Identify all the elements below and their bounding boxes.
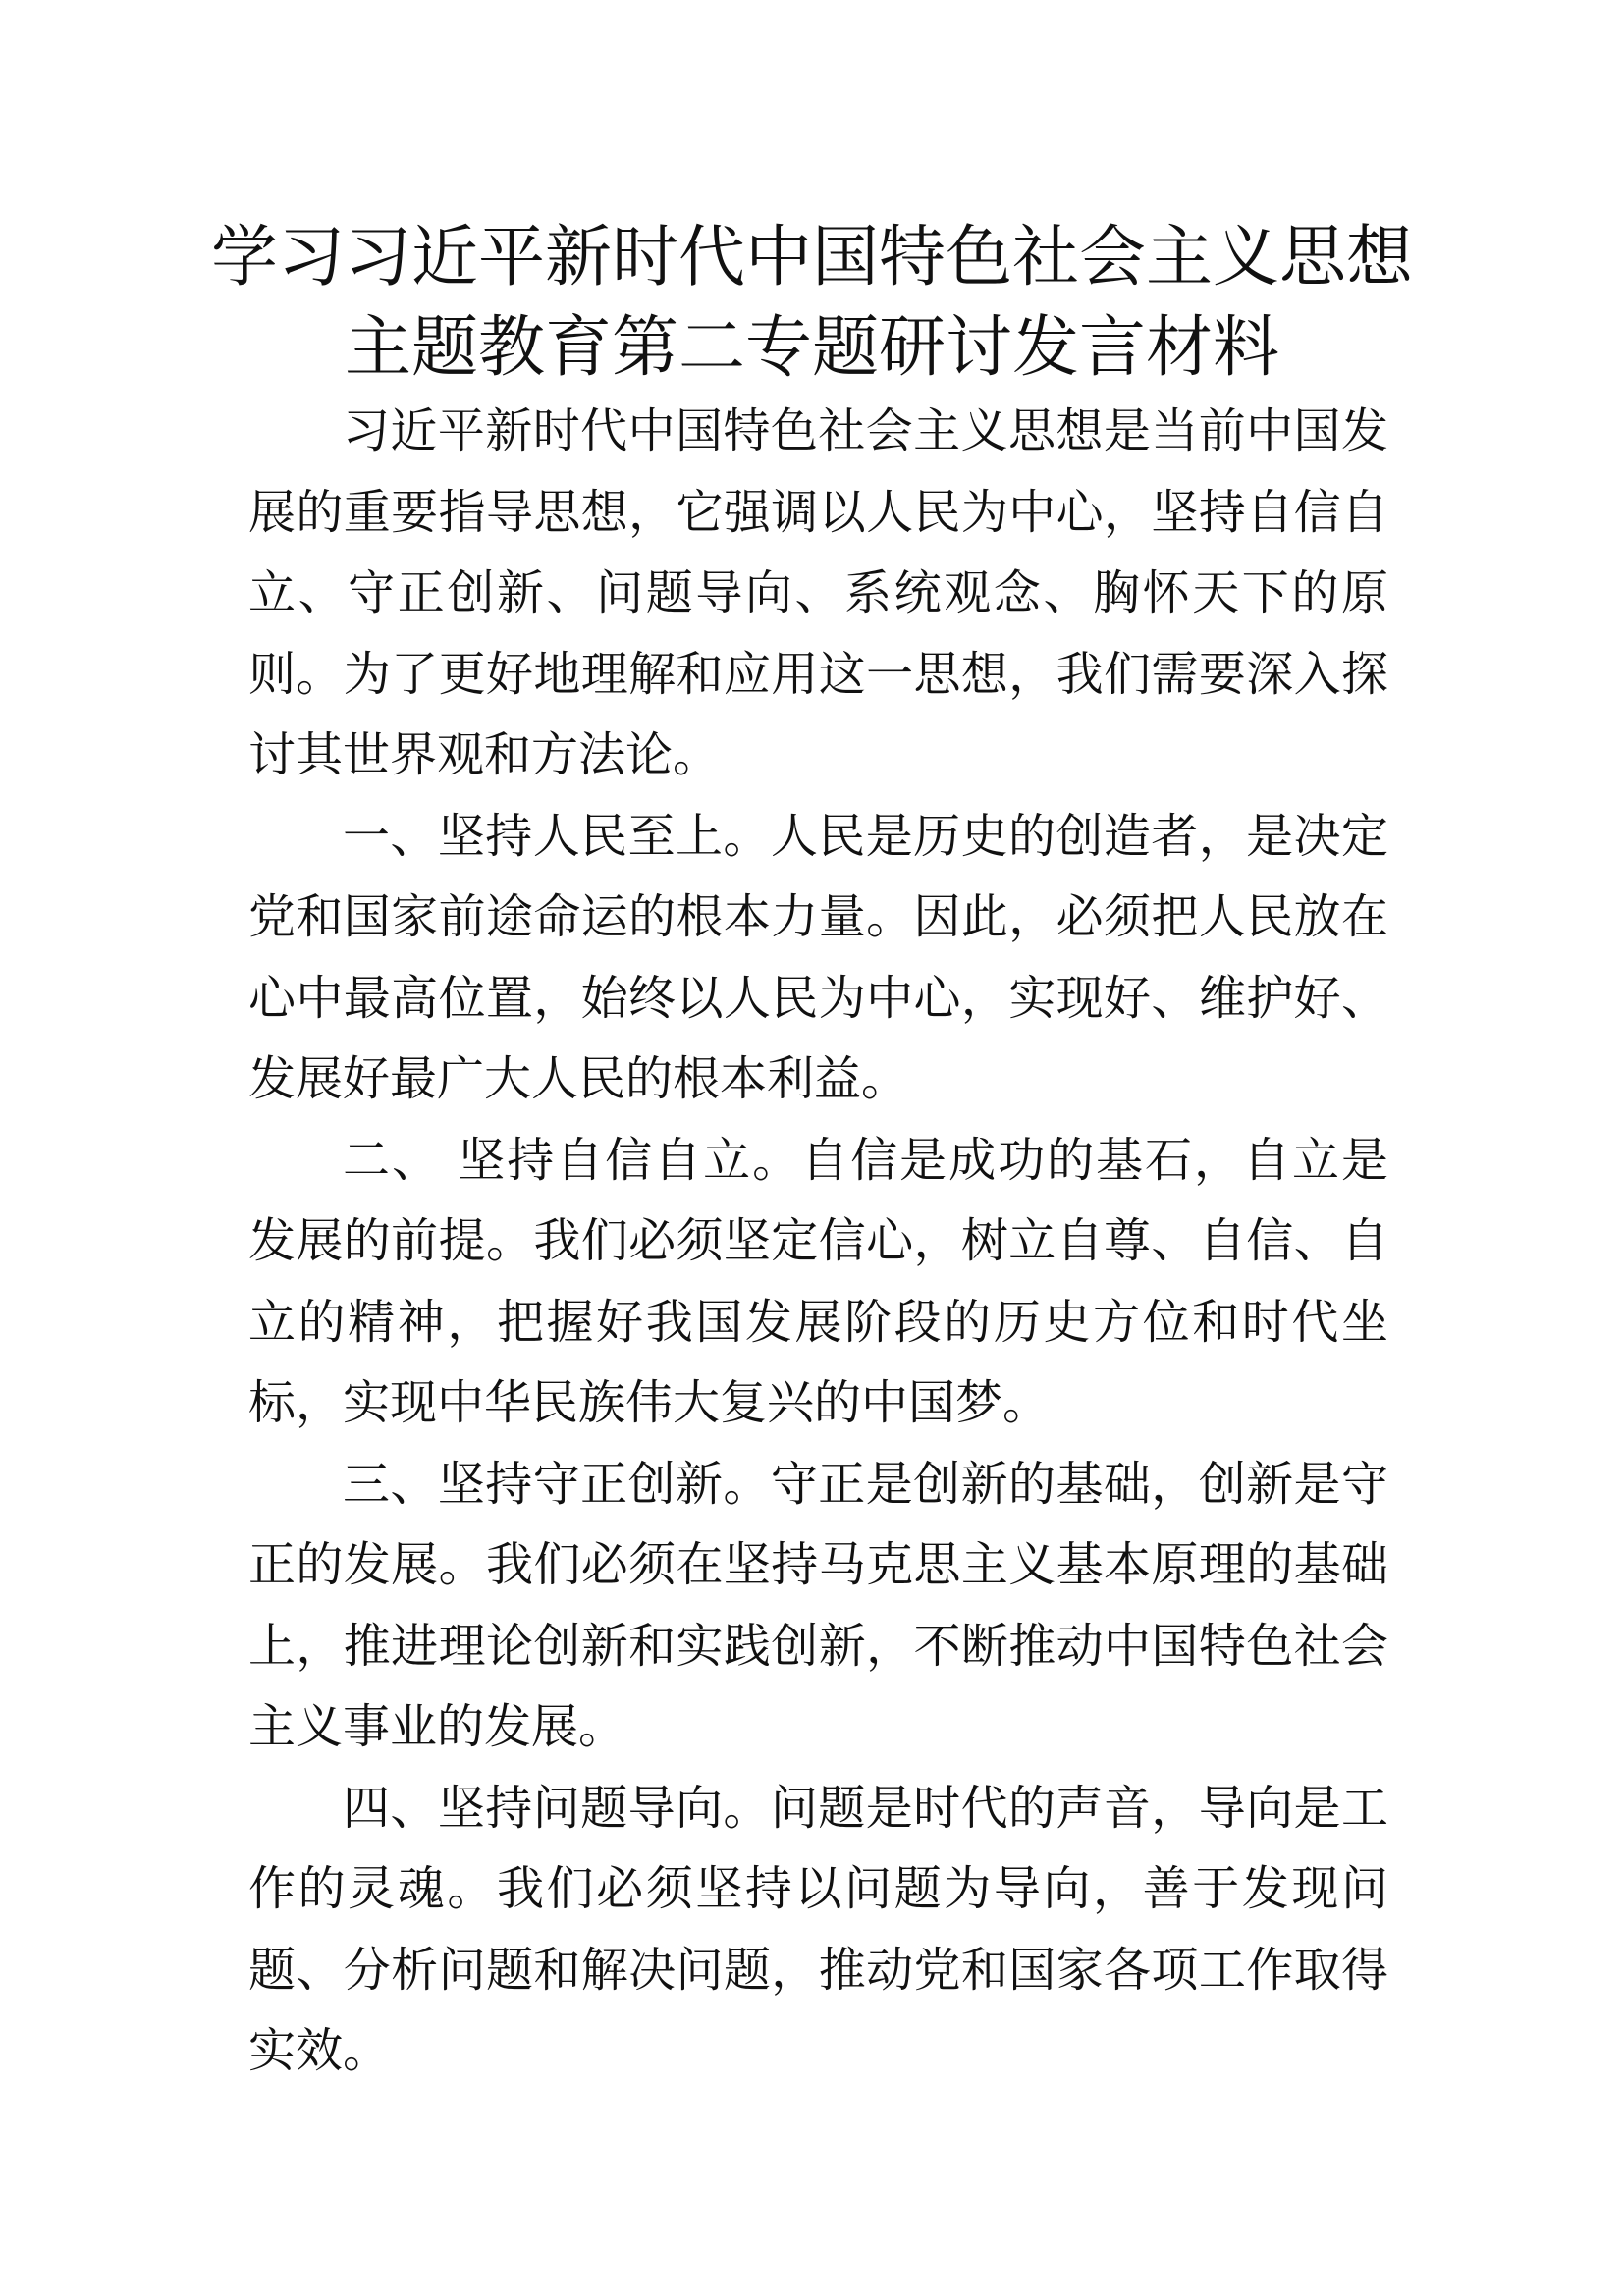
paragraph-point-4: 四、坚持问题导向。问题是时代的声音，导向是工作的灵魂。我们必须坚持以问题为导向，善于发现问题、分析问题和解决问题，推动党和国家各项工作取得实效。 [248, 1780, 1388, 2078]
document-body [248, 391, 1388, 2092]
paragraph-intro: 习近平新时代中国特色社会主义思想是当前中国发展的重要指导思想，它强调以人民为中心，坚持自信自立、守正创新、问题导向、系统观念、胸怀天下的原则。为了更好地理解和应用这一思想，我们需要深入探讨其世界观和方法论。 [248, 403, 1388, 782]
paragraph-point-2: 二、 坚持自信自立。自信是成功的基石，自立是发展的前提。我们必须坚定信心，树立自尊、自信、自立的精神，把握好我国发展阶段的历史方位和时代坐标，实现中华民族伟大复兴的中国梦。 [248, 1132, 1388, 1430]
document-title-line-1: 学习习近平新时代中国特色社会主义思想 [210, 219, 1413, 296]
paragraph-point-3: 三、坚持守正创新。守正是创新的基础，创新是守正的发展。我们必须在坚持马克思主义基本原理的基础上，推进理论创新和实践创新，不断推动中国特色社会主义事业的发展。 [248, 1456, 1388, 1754]
document-title-line-2: 主题教育第二专题研讨发言材料 [344, 309, 1279, 387]
paragraph-point-1: 一、坚持人民至上。人民是历史的创造者，是决定党和国家前途命运的根本力量。因此，必须把人民放在心中最高位置，始终以人民为中心，实现好、维护好、发展好最广大人民的根本利益。 [248, 808, 1388, 1106]
